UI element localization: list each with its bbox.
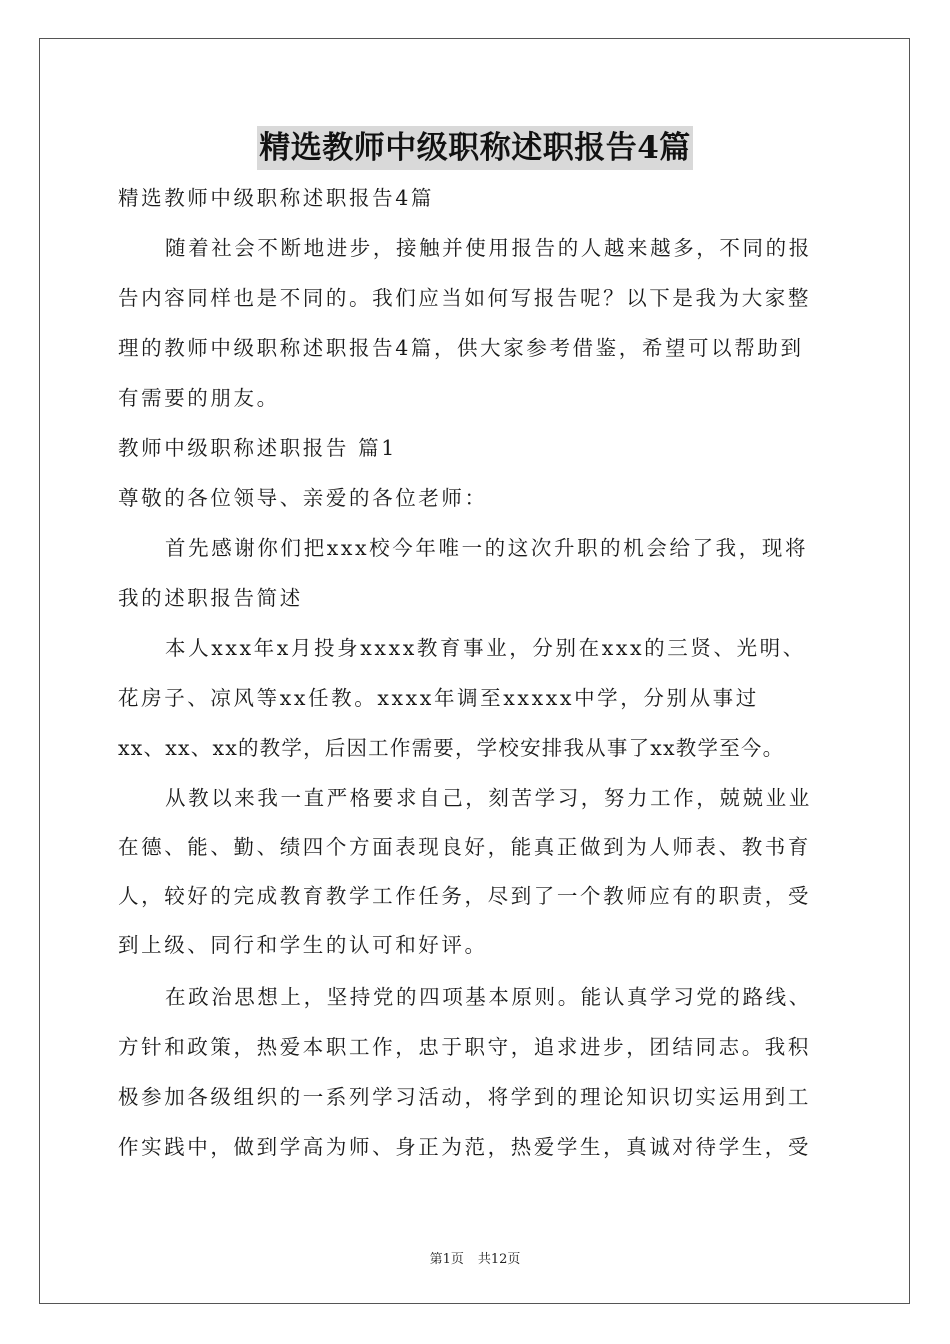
page-number: 第1页 xyxy=(429,1252,464,1267)
page-footer xyxy=(0,1248,950,1267)
salutation-line: 尊敬的各位领导、亲爱的各位老师： xyxy=(118,486,488,510)
paragraph-line: 在政治思想上，坚持党的四项基本原则。能认真学习党的路线、 xyxy=(165,985,812,1009)
section-heading: 教师中级职称述职报告 篇1 xyxy=(118,436,397,460)
paragraph-line: xx、xx、xx的教学，后因工作需要，学校安排我从事了xx教学至今。 xyxy=(118,736,785,760)
paragraph-line: 从教以来我一直严格要求自己，刻苦学习，努力工作，兢兢业业 xyxy=(165,786,812,810)
paragraph-line: 首先感谢你们把xxx校今年唯一的这次升职的机会给了我，现将 xyxy=(165,536,809,560)
paragraph-line: 极参加各级组织的一系列学习活动，将学到的理论知识切实运用到工 xyxy=(118,1085,811,1109)
page-total: 共12页 xyxy=(477,1252,521,1267)
paragraph-line: 在德、能、勤、绩四个方面表现良好，能真正做到为人师表、教书育 xyxy=(118,835,811,859)
paragraph-line: 本人xxx年x月投身xxxx教育事业，分别在xxx的三贤、光明、 xyxy=(165,636,806,660)
paragraph-line: 到上级、同行和学生的认可和好评。 xyxy=(118,933,488,957)
paragraph-line: 理的教师中级职称述职报告4篇，供大家参考借鉴，希望可以帮助到 xyxy=(118,336,804,360)
title-container xyxy=(0,126,950,170)
paragraph-line: 随着社会不断地进步，接触并使用报告的人越来越多，不同的报 xyxy=(165,236,812,260)
paragraph-line: 告内容同样也是不同的。我们应当如何写报告呢？以下是我为大家整 xyxy=(118,286,811,310)
paragraph-line: 作实践中，做到学高为师、身正为范，热爱学生，真诚对待学生，受 xyxy=(118,1135,811,1159)
page-border xyxy=(39,38,910,1304)
paragraph-line: 有需要的朋友。 xyxy=(118,386,280,410)
paragraph-line: 我的述职报告简述 xyxy=(118,586,303,610)
paragraph-line: 花房子、凉风等xx任教。xxxx年调至xxxxx中学，分别从事过 xyxy=(118,686,759,710)
paragraph-line: 方针和政策，热爱本职工作，忠于职守，追求进步，团结同志。我积 xyxy=(118,1035,811,1059)
subtitle-line: 精选教师中级职称述职报告4篇 xyxy=(118,186,434,210)
paragraph-line: 人，较好的完成教育教学工作任务，尽到了一个教师应有的职责，受 xyxy=(118,884,811,908)
document-title: 精选教师中级职称述职报告4篇 xyxy=(257,126,693,170)
